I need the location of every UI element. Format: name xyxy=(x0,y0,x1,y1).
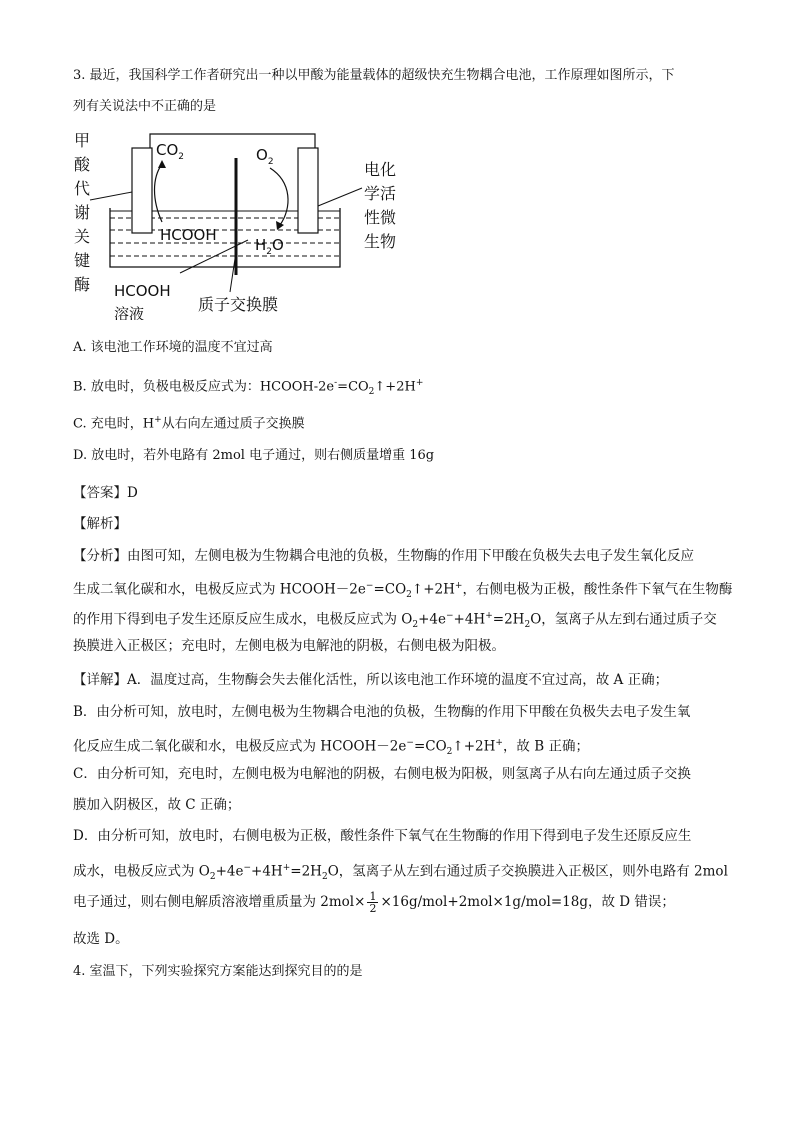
xiangjie-b-line-2: 化反应生成二氧化碳和水，电极反应式为 $HCOOH-2e^-=CO_2↑+2H^+$，故 B 正确； xyxy=(73,738,589,758)
answer-value: D xyxy=(127,485,138,501)
enzyme-label-char: 酸 xyxy=(74,155,91,174)
battery-diagram xyxy=(70,130,430,320)
hcooh-solution-label-2: 溶液 xyxy=(114,305,145,320)
hcooh-solution-label-1: HCOOH xyxy=(114,282,171,300)
option-a: A. 该电池工作环境的温度不宜过高 xyxy=(73,340,273,355)
co2-arrow xyxy=(155,164,163,222)
question-line-2: 列有关说法中不正确的是 xyxy=(73,99,217,114)
xiangjie-d-line-3: 电子通过，则右侧电解质溶液增重质量为 2mol× $\frac{1}{2}$ ×16g/mol+2mol×1g/mol=18g，故 D 错误； xyxy=(73,890,675,915)
fenxi-line-3: 的作用下得到电子发生还原反应生成水，电极反应式为 $O_2+4e^-+4H^+=2H_2O$，氢离子从左到右通过质子交 xyxy=(73,611,717,631)
right-electrode xyxy=(298,148,318,233)
xiangjie-label: 【详解】 xyxy=(73,672,127,688)
answer-label: 【答案】 xyxy=(73,485,127,501)
enzyme-label-char: 关 xyxy=(74,227,91,246)
o2-arrowhead xyxy=(276,221,284,230)
h2o-label: $H_2O$ xyxy=(255,236,284,257)
xiangjie-a-line: 【详解】A．温度过高，生物酶会失去催化活性，所以该电池工作环境的温度不宜过高，故 A 正确； xyxy=(73,672,669,688)
co2-arrowhead xyxy=(158,160,166,168)
option-c: C. 充电时，H+从右向左通过质子交换膜 xyxy=(73,415,305,432)
hcooh-in-cell: HCOOH xyxy=(160,226,217,244)
fenxi-line-1: 【分析】由图可知，左侧电极为生物耦合电池的负极，生物酶的作用下甲酸在负极失去电子发生氧化反应 xyxy=(73,548,694,564)
o2-arrow xyxy=(270,168,288,225)
microbe-label-line: 生物 xyxy=(364,232,397,251)
microbe-label-line: 性微 xyxy=(364,208,397,227)
enzyme-label-char: 键 xyxy=(74,251,91,270)
fenxi-line-4: 换膜进入正极区；充电时，左侧电极为电解池的阴极，右侧电极为阳极。 xyxy=(73,638,505,654)
microbe-label-line: 学活 xyxy=(364,184,397,203)
question-line-1: 3. 最近，我国科学工作者研究出一种以甲酸为能量载体的超级快充生物耦合电池，工作原理如图所示，下 xyxy=(73,68,675,83)
xiangjie-c-line-1: C．由分析可知，充电时，左侧电极为电解池的阴极，右侧电极为阳极，则氢离子从右向左通过质子交换 xyxy=(73,766,691,782)
analysis-label: 【解析】 xyxy=(73,516,127,532)
enzyme-label-char: 谢 xyxy=(74,203,91,222)
option-b: B. 放电时，负极电极反应式为：HCOOH-$2e^-=CO_2↑+2H^+$ xyxy=(73,378,424,397)
enzyme-leader xyxy=(90,192,132,200)
enzyme-label-char: 酶 xyxy=(74,275,91,294)
enzyme-label-char: 代 xyxy=(74,179,91,198)
enzyme-label xyxy=(74,131,91,294)
xiangjie-d-line-2: 成水，电极反应式为 $O_2+4e^-+4H^+=2H_2O$，氢离子从左到右通过质子交换膜进入正极区，则外电路有 2mol xyxy=(73,863,728,883)
enzyme-label-char: 甲 xyxy=(74,131,91,150)
option-d: D. 放电时，若外电路有 2mol 电子通过，则右侧质量增重 16g xyxy=(73,448,435,463)
fraction-one-half: $\frac{1}{2}$ xyxy=(369,890,377,915)
xiangjie-b-line-1: B．由分析可知，放电时，左侧电极为生物耦合电池的负极，生物酶的作用下甲酸在负极失去电子发生氧 xyxy=(73,704,691,720)
microbe-leader xyxy=(318,188,362,206)
next-question: 4. 室温下，下列实验探究方案能达到探究目的的是 xyxy=(73,964,363,979)
xiangjie-c-line-2: 膜加入阴极区，故 C 正确； xyxy=(73,797,241,813)
co2-label: $CO_2$ xyxy=(156,141,185,162)
xiangjie-d-line-1: D．由分析可知，放电时，右侧电极为正极，酸性条件下氧气在生物酶的作用下得到电子发生还原反应生 xyxy=(73,828,692,844)
answer-line xyxy=(73,483,138,503)
conclusion-line: 故选 D。 xyxy=(73,931,129,947)
microbe-label-line: 电化 xyxy=(364,160,397,179)
fenxi-line-2: 生成二氧化碳和水，电极反应式为 $HCOOH-2e^-=CO_2↑+2H^+$，右侧电极为正极，酸性条件下氧气在生物酶 xyxy=(73,581,733,601)
fenxi-label: 【分析】 xyxy=(73,548,127,564)
microbe-label xyxy=(364,160,396,251)
o2-label: $O_2$ xyxy=(256,146,274,167)
membrane-label: 质子交换膜 xyxy=(198,295,279,314)
left-electrode xyxy=(132,148,152,233)
